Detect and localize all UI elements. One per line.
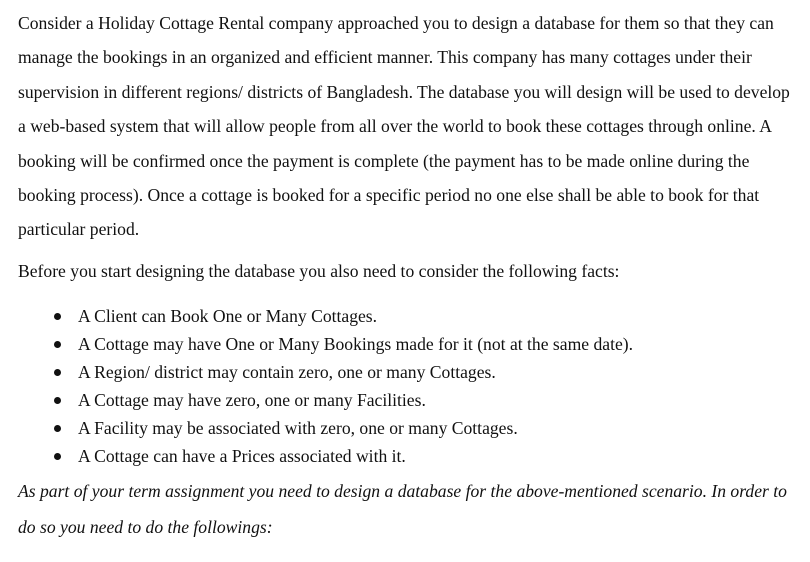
bullet-icon (54, 397, 61, 404)
bullet-icon (54, 453, 61, 460)
document-body (18, 6, 798, 545)
list-item (18, 386, 798, 414)
assignment-paragraph: As part of your term assignment you need to design a database for the above-mentioned scenario. In order to do so you need to do the followings: (18, 480, 787, 537)
intro-paragraph: Consider a Holiday Cottage Rental company approached you to design a database for them so that they can manage the bookings in an organized and efficient manner. This company has many cottages under their supervision in different regions/ districts of Bangladesh. The database you will design will be used to develop a web-based system that will allow people from all over the world to book these cottages through online. A booking will be confirmed once the payment is complete (the payment has to be made online during the booking process). Once a cottage is booked for a specific period no one else shall be able to book for that particular period. (18, 13, 790, 240)
facts-intro-paragraph: Before you start designing the database you also need to consider the following facts: (18, 260, 620, 281)
list-item-text: A Cottage can have a Prices associated with it. (78, 445, 406, 466)
bullet-icon (54, 341, 61, 348)
bullet-icon (54, 313, 61, 320)
bullet-icon (54, 425, 61, 432)
list-item-text: A Facility may be associated with zero, one or many Cottages. (78, 417, 518, 438)
list-item-text: A Client can Book One or Many Cottages. (78, 305, 378, 326)
list-item (18, 330, 798, 358)
bullet-icon (54, 369, 61, 376)
list-item-text: A Region/ district may contain zero, one or many Cottages. (78, 361, 496, 382)
list-item (18, 302, 798, 330)
list-item (18, 358, 798, 386)
list-item-text: A Cottage may have One or Many Bookings made for it (not at the same date). (78, 333, 634, 354)
list-item-text: A Cottage may have zero, one or many Facilities. (78, 389, 426, 410)
list-item (18, 442, 798, 470)
list-item (18, 414, 798, 442)
facts-list (18, 302, 798, 470)
